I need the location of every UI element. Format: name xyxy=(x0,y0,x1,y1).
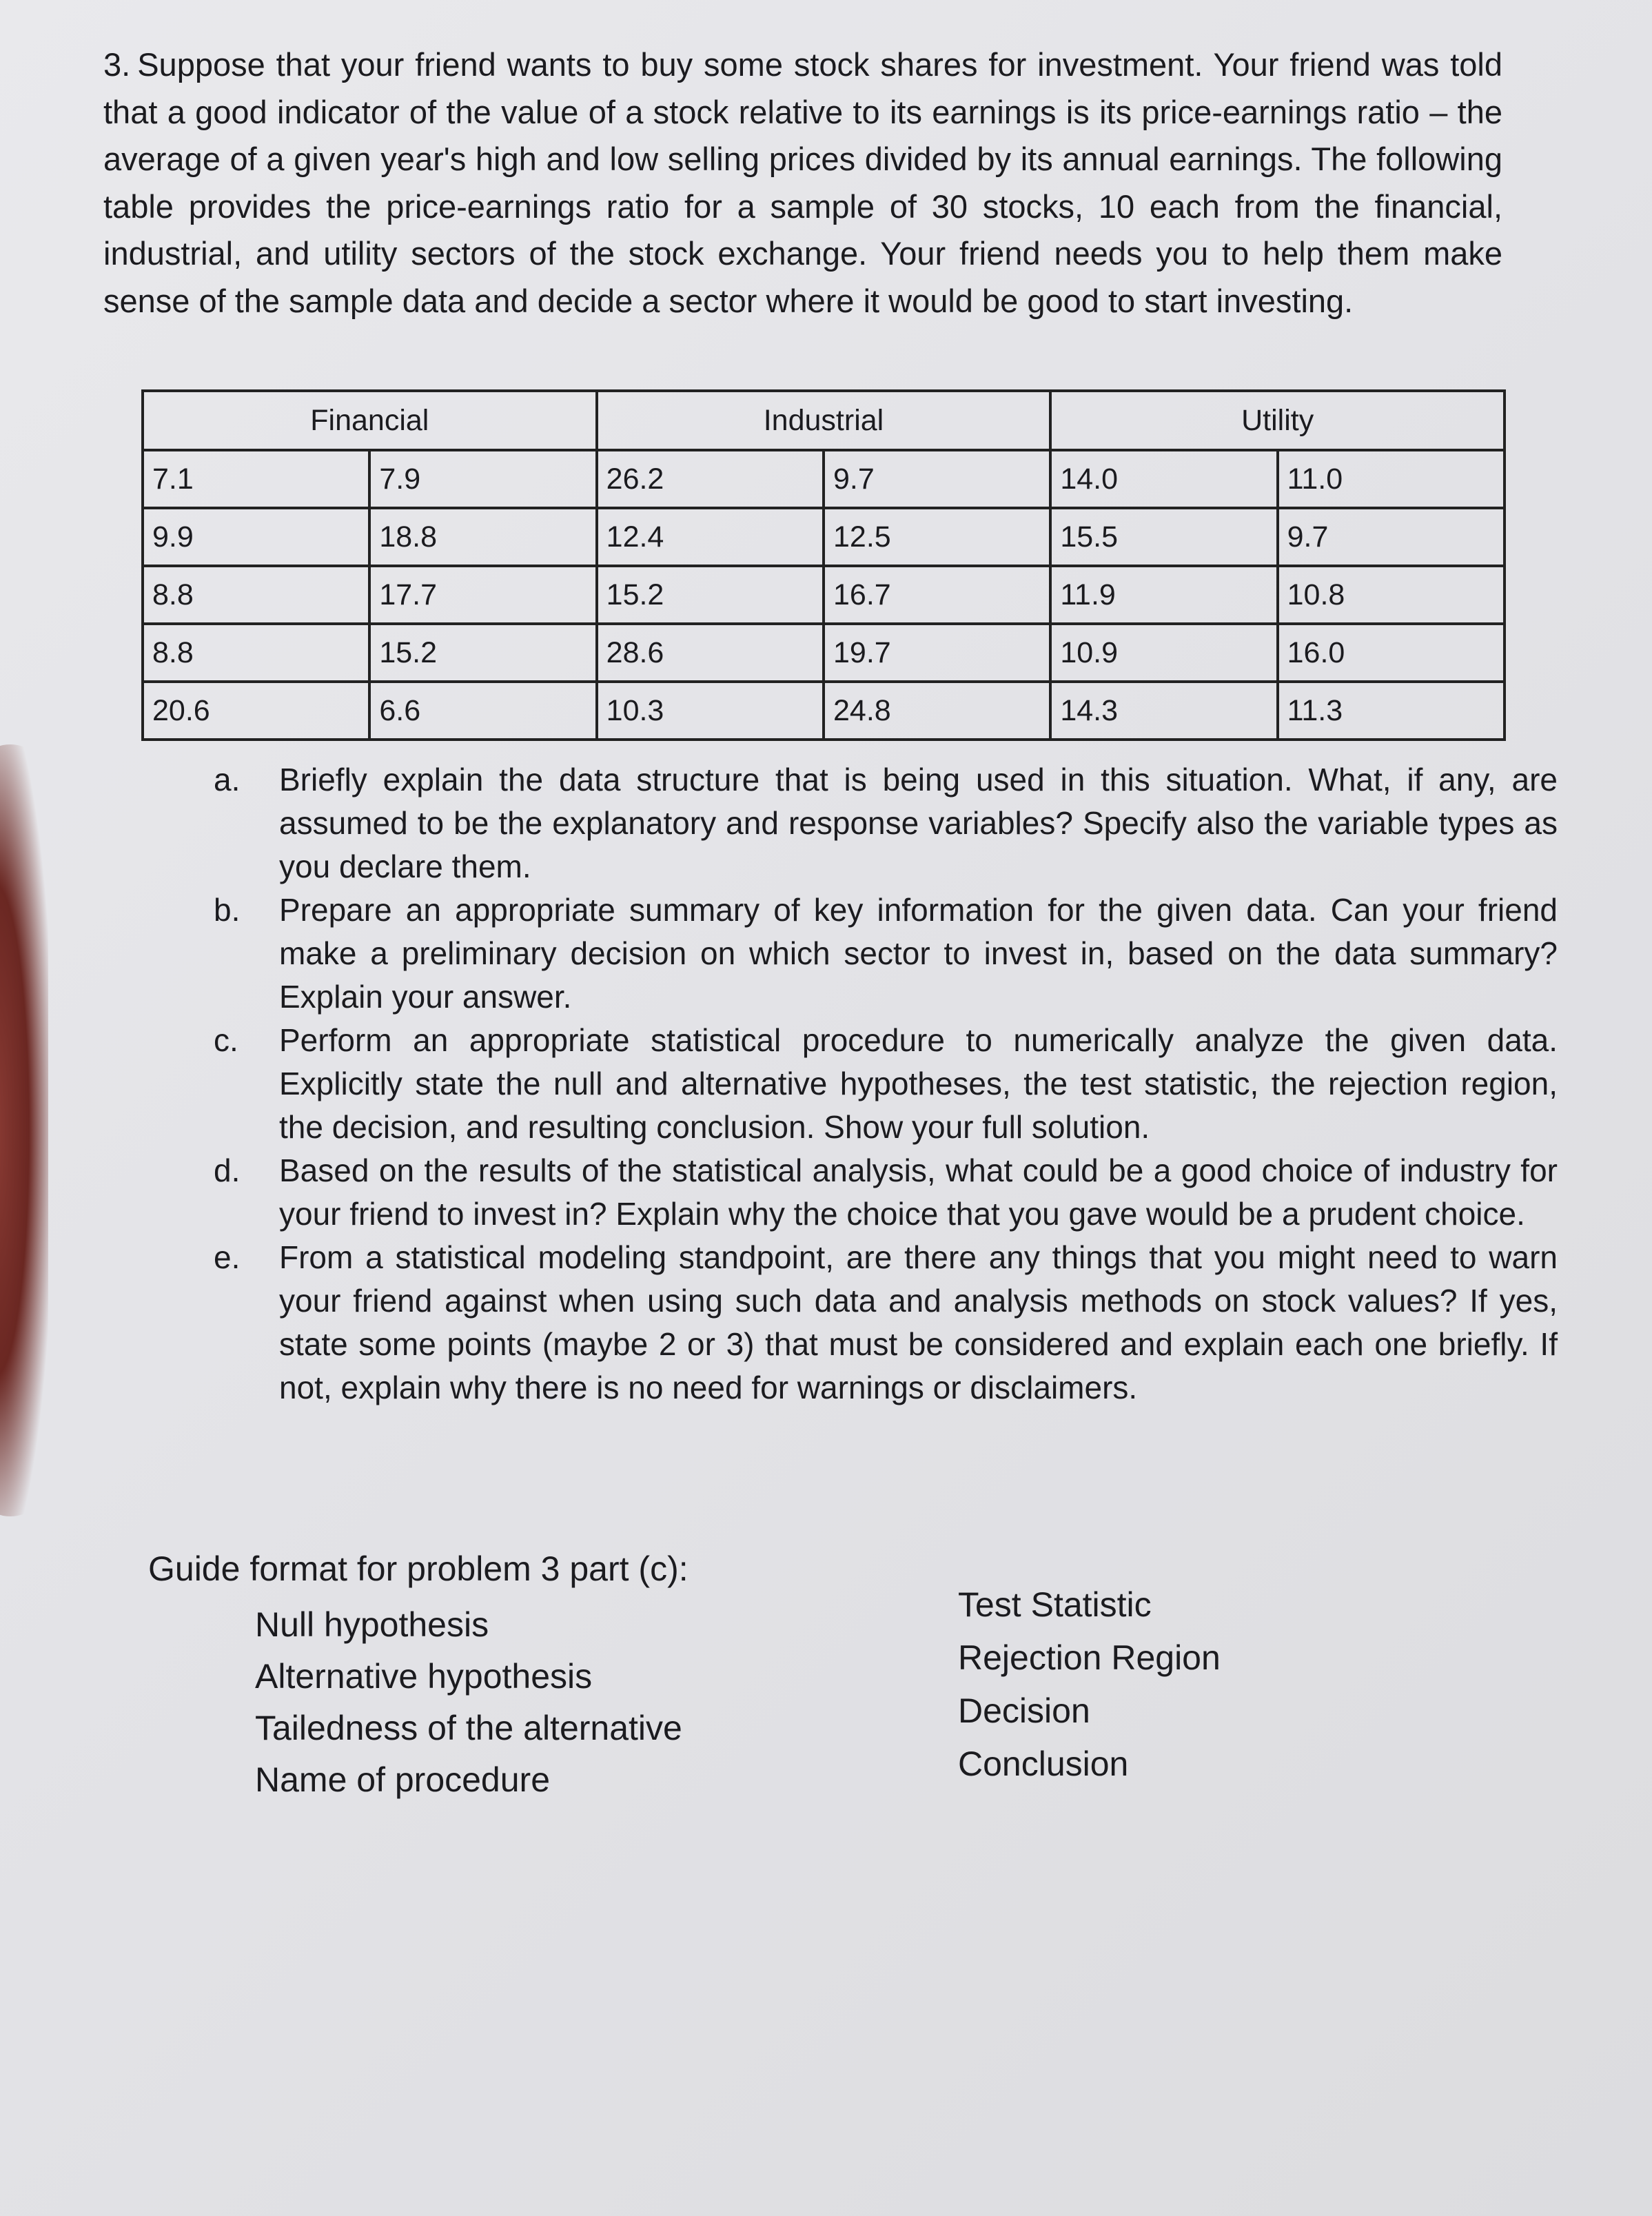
table-row xyxy=(143,624,1505,682)
table-cell: 9.9 xyxy=(143,508,369,566)
guide-item: Alternative hypothesis xyxy=(255,1657,593,1696)
table-cell: 18.8 xyxy=(369,508,596,566)
table-row xyxy=(143,450,1505,508)
guide-item: Test Statistic xyxy=(958,1585,1152,1624)
question-text: Suppose that your friend wants to buy some stock shares for investment. Your friend was told that a good indicator of the value of a stock relative to its earnings is its price-earnings ratio – the average of a given year's high and low selling prices divided by its annual earnings. The following table provides the price-earnings ratio for a sample of 30 stocks, 10 each from the financial, industrial, and utility sectors of the stock exchange. Your friend needs you to help them make sense of the sample data and decide a sector where it would be good to start investing. xyxy=(103,46,1502,319)
part-d xyxy=(214,1149,1558,1236)
table-cell: 16.7 xyxy=(824,566,1050,624)
part-c xyxy=(214,1019,1558,1149)
part-letter: a. xyxy=(214,762,241,797)
guide-right-list xyxy=(958,1578,1221,1791)
table-cell: 7.9 xyxy=(369,450,596,508)
table-cell: 14.0 xyxy=(1050,450,1277,508)
table-cell: 11.3 xyxy=(1278,682,1505,740)
table-cell: 17.7 xyxy=(369,566,596,624)
header-utility: Utility xyxy=(1050,391,1505,450)
part-a xyxy=(214,758,1558,888)
table-row xyxy=(143,682,1505,740)
table-cell: 15.2 xyxy=(597,566,824,624)
header-industrial: Industrial xyxy=(597,391,1051,450)
part-letter: d. xyxy=(214,1152,241,1188)
part-text: From a statistical modeling standpoint, are there any things that you might need to warn your friend against when using such data and analysis methods on stock values? If yes, state some points (maybe 2 or 3) that must be considered and explain each one briefly. If not, explain why there is no need for warnings or disclaimers. xyxy=(279,1239,1558,1405)
table-header-row xyxy=(143,391,1505,450)
table-cell: 9.7 xyxy=(824,450,1050,508)
part-b xyxy=(214,888,1558,1019)
part-text: Briefly explain the data structure that is being used in this situation. What, if any, are assumed to be the explanatory and response variables? Specify also the variable types as you declare them. xyxy=(279,762,1558,884)
table-cell: 10.8 xyxy=(1278,566,1505,624)
table-cell: 8.8 xyxy=(143,624,369,682)
part-letter: c. xyxy=(214,1022,238,1058)
part-text: Based on the results of the statistical analysis, what could be a good choice of industry for your friend to invest in? Explain why the choice that you gave would be a prudent choice. xyxy=(279,1152,1558,1232)
header-financial: Financial xyxy=(143,391,597,450)
table-cell: 10.9 xyxy=(1050,624,1277,682)
part-e xyxy=(214,1236,1558,1410)
table-cell: 7.1 xyxy=(143,450,369,508)
table-cell: 12.5 xyxy=(824,508,1050,566)
question-3 xyxy=(103,41,1502,325)
table-cell: 15.2 xyxy=(369,624,596,682)
part-text: Prepare an appropriate summary of key information for the given data. Can your friend make a preliminary decision on which sector to invest in, based on the data summary? Explain your answer. xyxy=(279,892,1558,1015)
guide-title: Guide format for problem 3 part (c): xyxy=(148,1549,689,1588)
table-row xyxy=(143,566,1505,624)
table-cell: 10.3 xyxy=(597,682,824,740)
question-parts-list xyxy=(214,758,1558,1410)
guide-item: Null hypothesis xyxy=(255,1605,489,1644)
table-cell: 8.8 xyxy=(143,566,369,624)
table-cell: 24.8 xyxy=(824,682,1050,740)
table-cell: 19.7 xyxy=(824,624,1050,682)
guide-item: Tailedness of the alternative xyxy=(255,1709,682,1747)
part-letter: e. xyxy=(214,1239,241,1275)
guide-item: Decision xyxy=(958,1691,1090,1730)
part-text: Perform an appropriate statistical procedure to numerically analyze the given data. Explicitly state the null and alternative hypotheses, the test statistic, the rejection region, the decision, and resulting conclusion. Show your full solution. xyxy=(279,1022,1558,1145)
price-earnings-table xyxy=(141,389,1506,741)
table-cell: 14.3 xyxy=(1050,682,1277,740)
table-cell: 9.7 xyxy=(1278,508,1505,566)
table-row xyxy=(143,508,1505,566)
table-cell: 12.4 xyxy=(597,508,824,566)
guide-item: Conclusion xyxy=(958,1745,1129,1783)
finger-shadow xyxy=(0,744,48,1516)
table-cell: 15.5 xyxy=(1050,508,1277,566)
part-letter: b. xyxy=(214,892,241,928)
guide-item: Rejection Region xyxy=(958,1638,1221,1677)
table-cell: 16.0 xyxy=(1278,624,1505,682)
question-number: 3. xyxy=(103,46,131,83)
table-cell: 11.9 xyxy=(1050,566,1277,624)
table-cell: 6.6 xyxy=(369,682,596,740)
guide-left-list xyxy=(255,1599,682,1806)
guide-item: Name of procedure xyxy=(255,1760,551,1799)
table-cell: 20.6 xyxy=(143,682,369,740)
table-cell: 11.0 xyxy=(1278,450,1505,508)
table-cell: 26.2 xyxy=(597,450,824,508)
table-cell: 28.6 xyxy=(597,624,824,682)
